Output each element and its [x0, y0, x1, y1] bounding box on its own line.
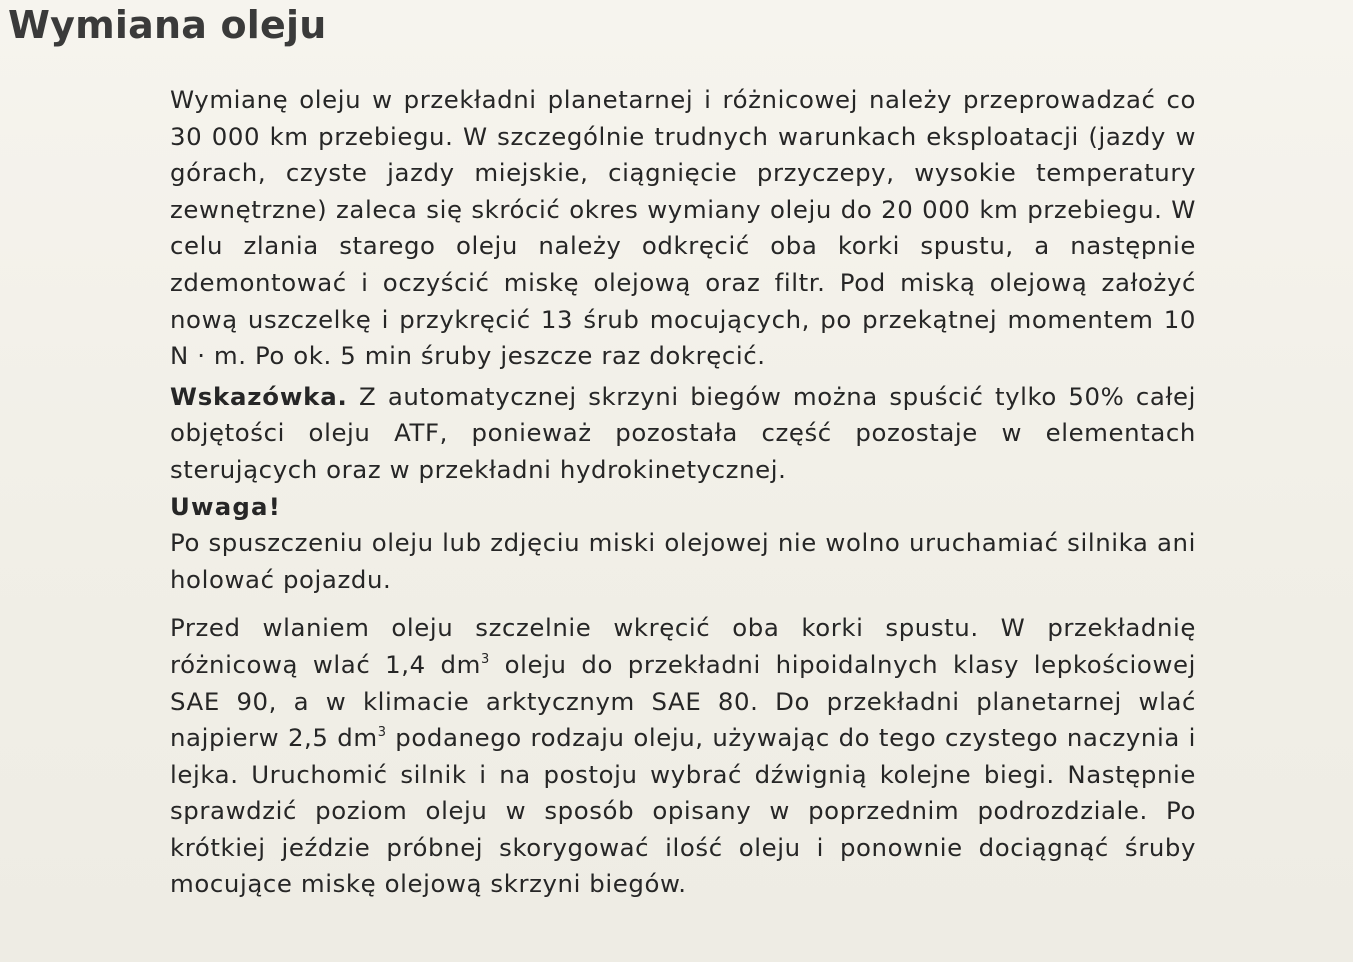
- warning-text: Po spuszczeniu oleju lub zdjęciu miski olejowej nie wolno uruchamiać silnika ani holować pojazdu.: [170, 528, 1196, 594]
- hint-text: Z automatycznej skrzyni biegów można spuścić tylko 50% całej objętości oleju ATF, ponieważ pozostała część pozostaje w elementach sterujących oraz w przekładni hydrokinetycznej.: [170, 381, 1196, 484]
- hint-paragraph: [170, 379, 1196, 489]
- warning-heading: Uwaga!: [170, 491, 282, 521]
- page-title: Wymiana oleju: [8, 3, 327, 47]
- superscript-cubic-1: 3: [480, 651, 490, 667]
- paragraph-oil-change-interval: Wymianę oleju w przekładni planetarnej i różnicowej należy przeprowadzać co 30 000 km przebiegu. W szczególnie trudnych warunkach eksploatacji (jazdy w górach, czyste jazdy miejskie, ciągnięcie przyczepy, wysokie temperatury zewnętrzne) zaleca się skrócić okres wymiany oleju do 20 000 km przebiegu. W celu zlania starego oleju należy odkręcić oba korki spustu, a następnie zdemontować i oczyścić miskę olejową oraz filtr. Pod miską olejową założyć nową uszczelkę i przykręcić 13 śrub mocujących, po przekątnej momentem 10 N · m. Po ok. 5 min śruby jeszcze raz dokręcić.: [170, 85, 1196, 371]
- superscript-cubic-2: 3: [377, 725, 387, 741]
- refill-text-part-3: podanego rodzaju oleju, używając do tego czystego naczynia i lejka. Uruchomić silnik i na postoju wybrać dźwignią kolejne biegi. Następnie sprawdzić poziom oleju w sposób opisany w poprzednim podrozdziale. Po krótkiej jeździe próbnej skorygować ilość oleju i ponownie dociągnąć śruby mocujące miskę olejową skrzyni biegów.: [170, 723, 1196, 899]
- refill-text-part-2: oleju do przekładni hipoidalnych klasy lepkościowej SAE 90, a w klimacie arktycznym SAE 80. Do przekładni planetarnej wlać najpierw 2,5 dm: [170, 649, 1196, 753]
- article-body: [170, 82, 1196, 903]
- hint-label: Wskazówka.: [170, 381, 348, 411]
- refill-text-part-1: Przed wlaniem oleju szczelnie wkręcić oba korki spustu. W przekładnię różnicową wlać 1,4 dm: [170, 613, 1196, 679]
- paragraph-refill-procedure: [170, 610, 1196, 903]
